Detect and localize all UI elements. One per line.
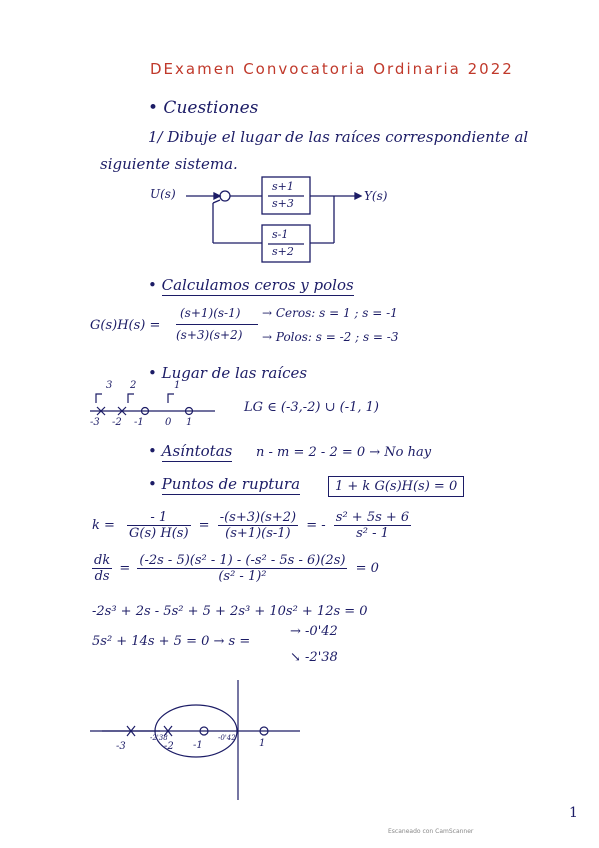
axis-label-1: 1 xyxy=(186,417,193,428)
asintotas-heading: Asíntotas xyxy=(161,442,233,460)
axis-label-m1: -1 xyxy=(134,417,144,428)
ruptura-heading: Puntos de ruptura xyxy=(161,475,301,493)
question-1-cont: siguiente sistema. xyxy=(100,155,238,173)
axis-label-0: 0 xyxy=(165,417,172,428)
k-eq-sign: = xyxy=(198,518,210,533)
polos-text: → Polos: s = -2 ; s = -3 xyxy=(262,330,399,344)
k-f1-num: - 1 xyxy=(127,510,190,526)
page-number: 1 xyxy=(569,805,578,821)
asintotas-row: • Asíntotas xyxy=(148,442,233,460)
root-2: ↘ -2'38 xyxy=(290,650,338,665)
asintotas-text: n - m = 2 - 2 = 0 → No hay xyxy=(256,445,432,460)
ruptura-box: 1 + k G(s)H(s) = 0 xyxy=(328,476,464,497)
k-f2-den: (s+1)(s-1) xyxy=(225,526,291,541)
section-cuestiones: • Cuestiones xyxy=(148,98,259,118)
dk-den: (s² - 1)² xyxy=(218,569,267,584)
dk-num: (-2s - 5)(s² - 1) - (-s² - 5s - 6)(2s) xyxy=(139,553,346,568)
gh-den: (s+3)(s+2) xyxy=(176,328,243,342)
ceros-text: → Ceros: s = 1 ; s = -1 xyxy=(262,306,398,320)
k-eq-sign-2: = - xyxy=(306,518,326,533)
diagram-output: Y(s) xyxy=(364,189,388,203)
diagram-input: U(s) xyxy=(150,187,176,201)
root-1: → -0'42 xyxy=(290,624,338,639)
plot-label-1: 1 xyxy=(259,738,266,749)
forward-num: s+1 xyxy=(272,180,294,193)
k-f3-den: s² - 1 xyxy=(356,526,389,541)
plot-label-m2: -2 xyxy=(164,741,174,752)
dk-lhs-num: dk xyxy=(94,553,111,568)
k-f1-den: G(s) H(s) xyxy=(129,526,189,541)
lugar-mark-2: 2 xyxy=(130,380,137,391)
k-lhs: k = xyxy=(92,518,115,533)
lugar-heading: • Lugar de las raíces xyxy=(148,364,308,382)
quadratic-line: 5s² + 14s + 5 = 0 → s = xyxy=(92,634,251,649)
gh-label: G(s)H(s) = xyxy=(90,318,161,333)
k-f2-num: -(s+3)(s+2) xyxy=(219,510,297,525)
plot-label-m238: -2'38 xyxy=(150,734,168,742)
feedback-num: s-1 xyxy=(272,228,289,241)
dk-lhs-den: ds xyxy=(94,569,110,584)
k-f3-num: s² + 5s + 6 xyxy=(335,510,410,525)
exam-title: DExamen Convocatoria Ordinaria 2022 xyxy=(150,60,514,78)
axis-label-m2: -2 xyxy=(112,417,122,428)
plot-label-m3: -3 xyxy=(116,741,126,752)
ruptura-row: • Puntos de ruptura xyxy=(148,475,301,493)
gh-num: (s+1)(s-1) xyxy=(180,306,241,320)
plot-label-m1: -1 xyxy=(193,740,203,751)
lugar-mark-1: 1 xyxy=(174,380,181,391)
forward-den: s+3 xyxy=(272,197,294,210)
plot-label-m042: -0'42 xyxy=(218,734,236,742)
dk-rhs: = 0 xyxy=(355,561,379,576)
scanner-footer: Escaneado con CamScanner xyxy=(388,828,474,835)
question-1: 1/ Dibuje el lugar de las raíces correspondiente al xyxy=(148,128,529,146)
lugar-mark-3: 3 xyxy=(106,380,113,391)
axis-label-m3: -3 xyxy=(90,417,100,428)
calc-heading: Calculamos ceros y polos xyxy=(161,276,354,294)
expand-line: -2s³ + 2s - 5s² + 5 + 2s³ + 10s² + 12s = 0 xyxy=(92,604,368,619)
calc-heading-row: • Calculamos ceros y polos xyxy=(148,276,354,294)
dk-equation: $\frac{dk}{ds}$ = $\frac{\text{(-2s - 5)(s² - 1) - (-s² - 5s - 6)(2s)}}{\text{(s² - 1)²}}$ = 0 xyxy=(94,553,379,584)
feedback-den: s+2 xyxy=(272,245,294,258)
lg-text: LG ∈ (-3,-2) ∪ (-1, 1) xyxy=(244,400,380,415)
